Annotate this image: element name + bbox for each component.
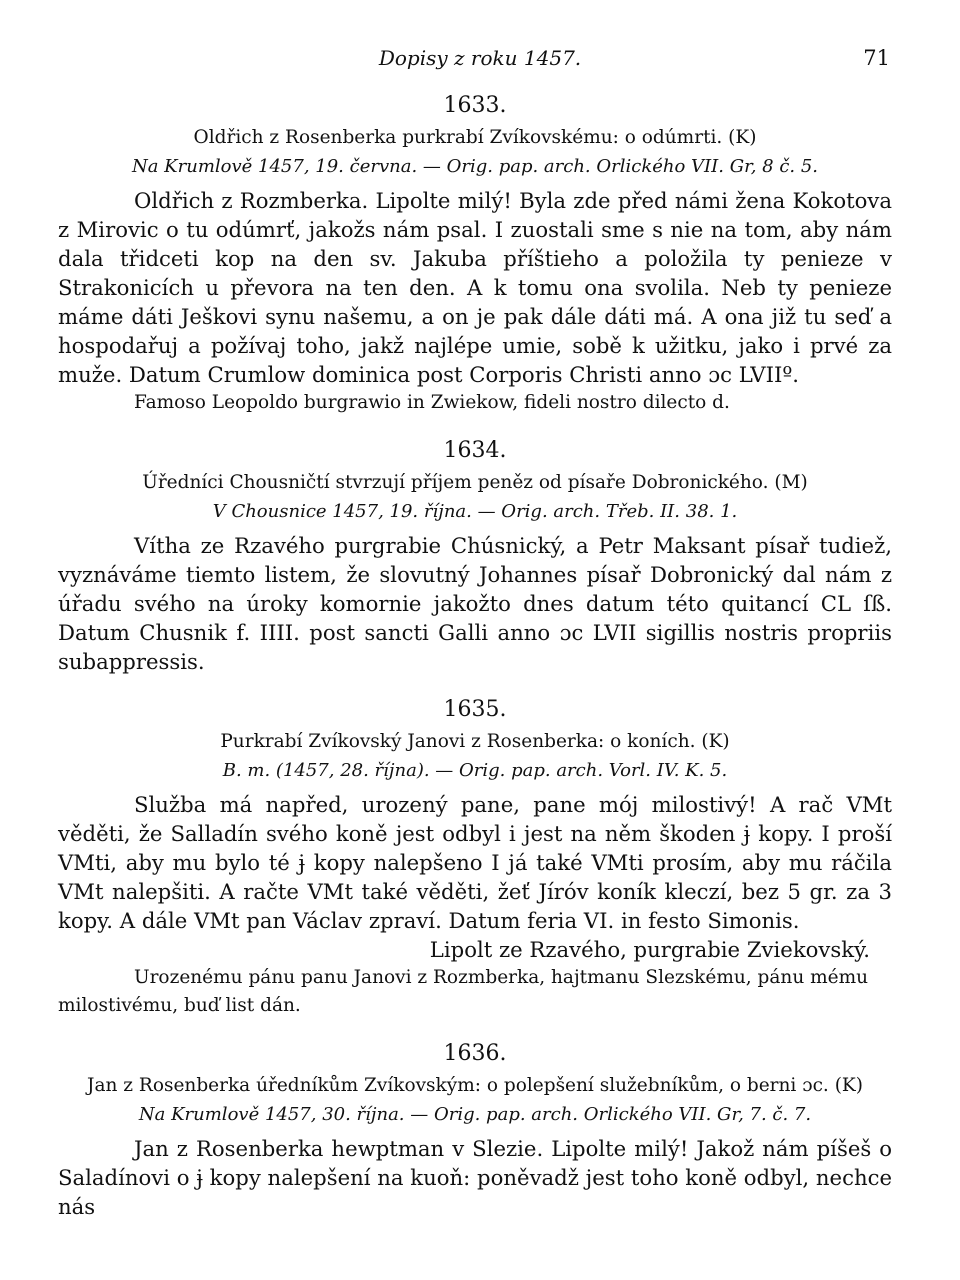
document-paragraph: Oldřich z Rozmberka. Lipolte milý! Byla zde před námi žena Kokotova z Mirovic o tu odúmrť, jakožs nám psal. I zuostali sme s nie na tom, aby nám dala třidceti kop na den sv. Jakuba příštieho a položila ty penieze v Strakonicích u převora na ten den. A k tomu ona svolila. Neb ty penieze máme dáti Ješkovi synu našemu, a on je pak dále dáti má. A ona již tu seď a hospodařuj a požívaj toho, jakž najlépe umie, sobě k užitku, jako i prvé za muže. Datum Crumlow dominica post Corporis Christi anno ɔc LVIIº. [58,188,892,387]
document-heading: Úředníci Chousničtí stvrzují příjem peněz od písaře Dobronického. (M) [142,472,808,493]
document-1634 [58,437,892,676]
document-source: Na Krumlově 1457, 19. června. — Orig. pap. arch. Orlického VII. Gr, 8 č. 5. [131,156,819,177]
document-number: 1634. [443,438,507,463]
section-gap [58,1020,892,1040]
section-gap [58,417,892,437]
document-text [58,790,892,935]
document-source: Na Krumlově 1457, 30. října. — Orig. pap. arch. Orlického VII. Gr, 7. č. 7. [138,1104,812,1125]
running-title: Dopisy z roku 1457. [378,46,582,70]
document-number: 1633. [443,93,507,118]
document-paragraph: Jan z Rosenberka hewptman v Slezie. Lipolte milý! Jakož nám píšeš o Saladínovi o ɉ kopy nalepšení na kuoň: poněvadž jest toho koně odbyl, nechce nás [58,1136,892,1219]
document-text [58,531,892,676]
page-content [58,92,892,1221]
section-gap [58,676,892,696]
document-address: Urozenému pánu panu Janovi z Rozmberka, hajtmanu Slezskému, pánu mému milostivému, buď list dán. [58,967,869,1016]
document-address: Famoso Leopoldo burgrawio in Zwiekow, fideli nostro dilecto d. [134,392,730,413]
document-text [58,186,892,389]
document-text [58,1134,892,1221]
document-heading: Oldřich z Rosenberka purkrabí Zvíkovskému: o odúmrti. (K) [193,127,757,148]
document-number: 1635. [443,697,507,722]
document-paragraph: Vítha ze Rzavého purgrabie Chúsnický, a Petr Maksant písař tudiež, vyznáváme tiemto listem, že slovutný Johannes písař Dobronický dal nám z úřadu svého na úroky komornie jakožto dnes datum této quitancí CL ſß. Datum Chusnik f. IIII. post sancti Galli anno ɔc LVII sigillis nostris propriis subappressis. [58,533,892,674]
document-source: B. m. (1457, 28. října). — Orig. pap. arch. Vorl. IV. K. 5. [222,760,728,781]
document-source: V Chousnice 1457, 19. října. — Orig. arch. Třeb. II. 38. 1. [212,501,738,522]
document-heading: Purkrabí Zvíkovský Janovi z Rosenberka: o koních. (K) [220,731,730,752]
document-heading: Jan z Rosenberka úředníkům Zvíkovským: o polepšení služebníkům, o berni ɔc. (K) [87,1075,863,1096]
document-signature: Lipolt ze Rzavého, purgrabie Zviekovský. [429,937,870,962]
document-1633 [58,92,892,417]
running-header [0,46,960,74]
document-number: 1636. [443,1041,507,1066]
page-number: 71 [863,46,890,70]
document-1636 [58,1040,892,1221]
document-paragraph: Služba má napřed, urozený pane, pane mój milostivý! A rač VMt věděti, že Salladín svého koně jest odbyl i jest na něm škoden ɉ kopy. I proší VMti, aby mu bylo té ɉ kopy nalepšeno I já také VMti prosím, aby mu ráčila VMt nalepšiti. A račte VMt také věděti, žeť Jíróv koník kleczí, bez 5 gr. za 3 kopy. A dále VMt pan Václav zpraví. Datum feria VI. in festo Simonis. [58,792,892,933]
document-1635 [58,696,892,1020]
